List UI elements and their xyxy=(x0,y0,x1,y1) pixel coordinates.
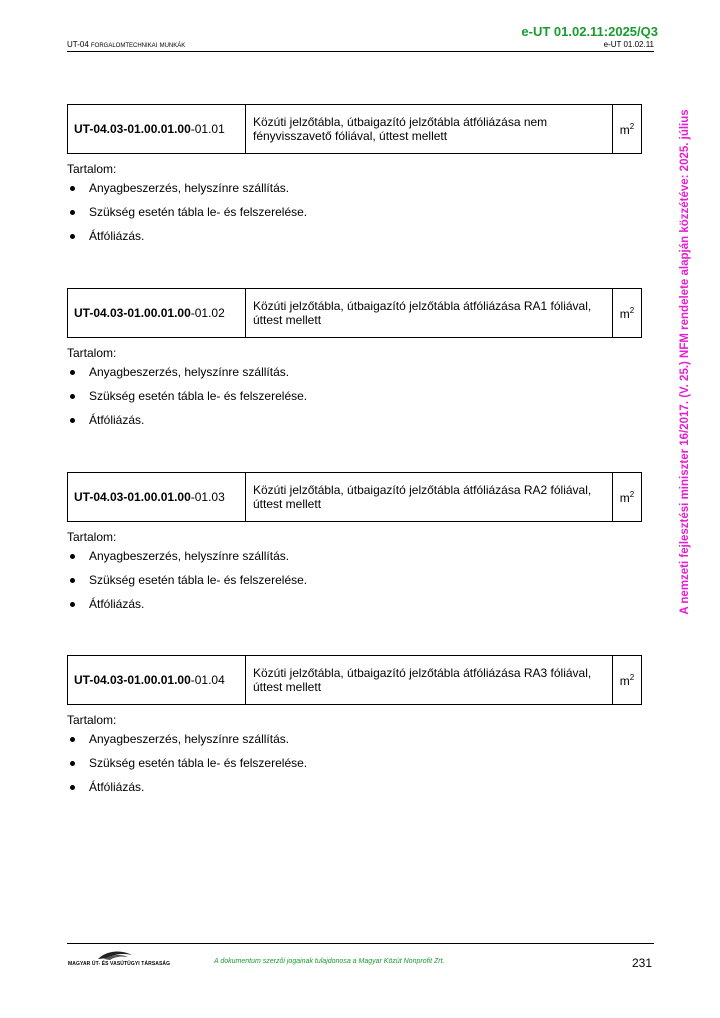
item-description: Közúti jelzőtábla, útbaigazító jelzőtábla átfóliázása RA3 fóliával, úttest mellett xyxy=(246,656,613,705)
content-list xyxy=(67,360,642,432)
unit-base: m xyxy=(619,673,630,688)
side-note-text: A nemzeti fejlesztési miniszter 16/2017. (V. 25.) NFM rendelete alapján közzétéve: 2025. július xyxy=(679,109,691,615)
item-code-suffix: -01.01 xyxy=(190,122,225,136)
running-header-left xyxy=(67,40,185,49)
item-unit xyxy=(613,656,642,705)
item-unit xyxy=(613,473,642,522)
section-prefix: UT-04 xyxy=(67,40,92,49)
content-list xyxy=(67,176,642,248)
unit-exponent: 2 xyxy=(629,489,635,499)
item-code xyxy=(68,105,246,154)
content-label: Tartalom: xyxy=(67,530,117,544)
item-block xyxy=(67,655,642,799)
item-code xyxy=(68,473,246,522)
unit-base: m xyxy=(619,306,630,321)
item-description: Közúti jelzőtábla, útbaigazító jelzőtábla átfóliázása RA2 fóliával, úttest mellett xyxy=(246,473,613,522)
doc-code: e-UT 01.02.11:2025/Q3 xyxy=(521,24,658,39)
item-table xyxy=(67,288,642,338)
list-item: Anyagbeszerzés, helyszínre szállítás. xyxy=(67,727,642,751)
list-item: Anyagbeszerzés, helyszínre szállítás. xyxy=(67,360,642,384)
unit-base: m xyxy=(619,490,630,505)
page-number: 231 xyxy=(631,956,652,970)
item-code-suffix: -01.03 xyxy=(190,490,225,504)
item-block xyxy=(67,288,642,432)
list-item: Szükség esetén tábla le- és felszerelése. xyxy=(67,384,642,408)
copyright-notice: A dokumentum szerzői jogainak tulajdonosa a Magyar Közút Nonprofit Zrt. xyxy=(214,958,445,965)
unit-exponent: 2 xyxy=(629,121,635,131)
item-code-suffix: -01.04 xyxy=(190,673,225,687)
content-list xyxy=(67,544,642,616)
content-list xyxy=(67,727,642,799)
item-table xyxy=(67,655,642,705)
item-unit xyxy=(613,105,642,154)
content-label: Tartalom: xyxy=(67,346,117,360)
list-item: Átfóliázás. xyxy=(67,224,642,248)
list-item: Átfóliázás. xyxy=(67,408,642,432)
item-block xyxy=(67,472,642,616)
item-code-main: UT-04.03-01.00.01.00 xyxy=(74,306,191,320)
list-item: Anyagbeszerzés, helyszínre szállítás. xyxy=(67,176,642,200)
item-unit xyxy=(613,289,642,338)
item-block xyxy=(67,104,642,248)
side-note xyxy=(676,94,694,630)
list-item: Szükség esetén tábla le- és felszerelése. xyxy=(67,200,642,224)
header-rule xyxy=(67,51,654,52)
content-label: Tartalom: xyxy=(67,162,117,176)
section-title: forgalomtechnikai munkák xyxy=(91,40,186,49)
item-code-suffix: -01.02 xyxy=(190,306,225,320)
item-code-main: UT-04.03-01.00.01.00 xyxy=(74,122,191,136)
unit-exponent: 2 xyxy=(629,305,635,315)
unit-base: m xyxy=(619,122,630,137)
list-item: Szükség esetén tábla le- és felszerelése. xyxy=(67,751,642,775)
content-label: Tartalom: xyxy=(67,713,117,727)
item-description: Közúti jelzőtábla, útbaigazító jelzőtábla átfóliázása RA1 fóliával, úttest mellett xyxy=(246,289,613,338)
item-code-main: UT-04.03-01.00.01.00 xyxy=(74,490,191,504)
list-item: Anyagbeszerzés, helyszínre szállítás. xyxy=(67,544,642,568)
item-code-main: UT-04.03-01.00.01.00 xyxy=(74,673,191,687)
item-code xyxy=(68,656,246,705)
running-header-right: e-UT 01.02.11 xyxy=(603,40,654,49)
footer-rule xyxy=(67,943,654,944)
list-item: Átfóliázás. xyxy=(67,775,642,799)
item-code xyxy=(68,289,246,338)
unit-exponent: 2 xyxy=(629,672,635,682)
list-item: Átfóliázás. xyxy=(67,592,642,616)
item-description: Közúti jelzőtábla, útbaigazító jelzőtábla átfóliázása nem fényvisszavető fóliával, úttest mellett xyxy=(246,105,613,154)
item-table xyxy=(67,472,642,522)
society-logo-text: MAGYAR ÚT- ÉS VASÚTÜGYI TÁRSASÁG xyxy=(68,961,171,967)
list-item: Szükség esetén tábla le- és felszerelése. xyxy=(67,568,642,592)
item-table xyxy=(67,104,642,154)
